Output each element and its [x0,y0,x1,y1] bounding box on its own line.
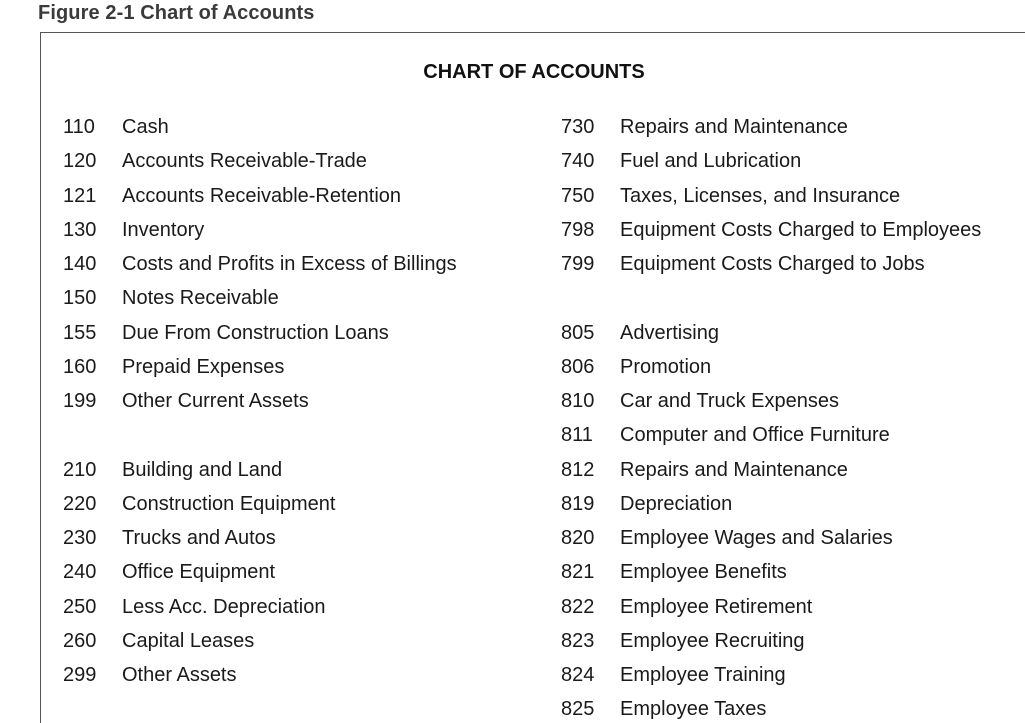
account-number: 750 [561,184,595,207]
account-number: 220 [63,492,97,515]
account-name: Repairs and Maintenance [620,458,848,481]
account-row [561,149,981,183]
account-name: Prepaid Expenses [122,355,285,378]
account-number: 820 [561,527,595,549]
account-row [561,526,981,560]
account-row [561,663,981,697]
account-number: 250 [63,595,97,618]
account-number: 121 [63,184,97,207]
account-number: 120 [63,150,97,173]
account-name: Office Equipment [122,561,276,584]
account-name: Depreciation [620,492,733,515]
account-number: 821 [561,561,595,584]
account-row [63,629,457,663]
group-spacer [561,286,981,320]
account-name: Equipment Costs Charged to Employees [620,218,982,241]
account-name: Due From Construction Loans [122,321,389,344]
account-number: 799 [561,253,595,275]
account-number: 810 [561,390,595,412]
account-number: 822 [561,595,595,618]
left-account-column [63,115,457,697]
account-row [561,115,981,149]
account-number: 730 [561,116,595,138]
group-spacer [63,423,457,457]
account-row [561,355,981,389]
account-row [561,252,981,286]
account-number: 806 [561,355,595,378]
account-row [561,629,981,663]
account-row [561,389,981,423]
account-name: Other Assets [122,664,237,686]
right-account-column [561,115,981,723]
account-number: 130 [63,218,97,241]
account-row [63,663,457,697]
account-name: Equipment Costs Charged to Jobs [620,253,925,275]
account-number: 805 [561,321,595,344]
account-number: 798 [561,218,595,241]
account-number: 260 [63,629,97,652]
account-number: 150 [63,287,97,310]
account-row [63,355,457,389]
account-row [561,458,981,492]
account-name: Less Acc. Depreciation [122,595,326,618]
account-row [561,697,981,723]
account-name: Cash [122,116,169,138]
account-number: 110 [63,116,95,138]
account-row [561,423,981,457]
account-number: 823 [561,629,595,652]
figure-caption: Figure 2-1 Chart of Accounts [38,2,315,24]
account-name: Accounts Receivable-Trade [122,150,367,173]
account-row [63,526,457,560]
account-number: 160 [63,355,97,378]
account-row [63,252,457,286]
account-name: Construction Equipment [122,492,336,515]
account-row [63,458,457,492]
account-row [63,560,457,594]
account-number: 825 [561,698,595,721]
account-name: Car and Truck Expenses [620,390,839,412]
account-number: 155 [63,321,97,344]
account-row [63,492,457,526]
account-number: 824 [561,664,595,686]
account-row [63,321,457,355]
account-name: Fuel and Lubrication [620,150,802,173]
account-name: Costs and Profits in Excess of Billings [122,253,457,275]
account-name: Notes Receivable [122,287,279,310]
account-row [63,389,457,423]
account-name: Inventory [122,218,205,241]
account-row [561,321,981,355]
account-row [561,218,981,252]
account-row [561,595,981,629]
account-number: 199 [63,390,97,412]
account-number: 140 [63,253,97,275]
account-name: Building and Land [122,458,283,481]
account-name: Taxes, Licenses, and Insurance [620,184,901,207]
account-name: Repairs and Maintenance [620,116,848,138]
account-name: Trucks and Autos [122,527,276,549]
account-name: Employee Recruiting [620,629,805,652]
account-number: 299 [63,664,97,686]
account-name: Employee Taxes [620,698,767,721]
account-number: 811 [561,424,593,447]
account-row [63,218,457,252]
account-row [63,286,457,320]
chart-title: CHART OF ACCOUNTS [423,61,645,83]
account-row [561,492,981,526]
account-name: Employee Retirement [620,595,813,618]
account-number: 210 [63,458,97,481]
account-number: 740 [561,150,595,173]
account-row [63,115,457,149]
account-name: Advertising [620,321,719,344]
account-name: Accounts Receivable-Retention [122,184,402,207]
account-row [63,149,457,183]
account-name: Employee Wages and Salaries [620,527,893,549]
account-name: Employee Benefits [620,561,787,584]
account-number: 230 [63,527,97,549]
account-name: Capital Leases [122,629,255,652]
account-row [63,184,457,218]
account-name: Employee Training [620,664,786,686]
account-name: Promotion [620,355,712,378]
account-number: 812 [561,458,595,481]
account-row [561,560,981,594]
account-row [561,184,981,218]
account-number: 819 [561,492,595,515]
account-name: Computer and Office Furniture [620,424,890,447]
account-row [63,595,457,629]
account-number: 240 [63,561,97,584]
account-name: Other Current Assets [122,390,309,412]
